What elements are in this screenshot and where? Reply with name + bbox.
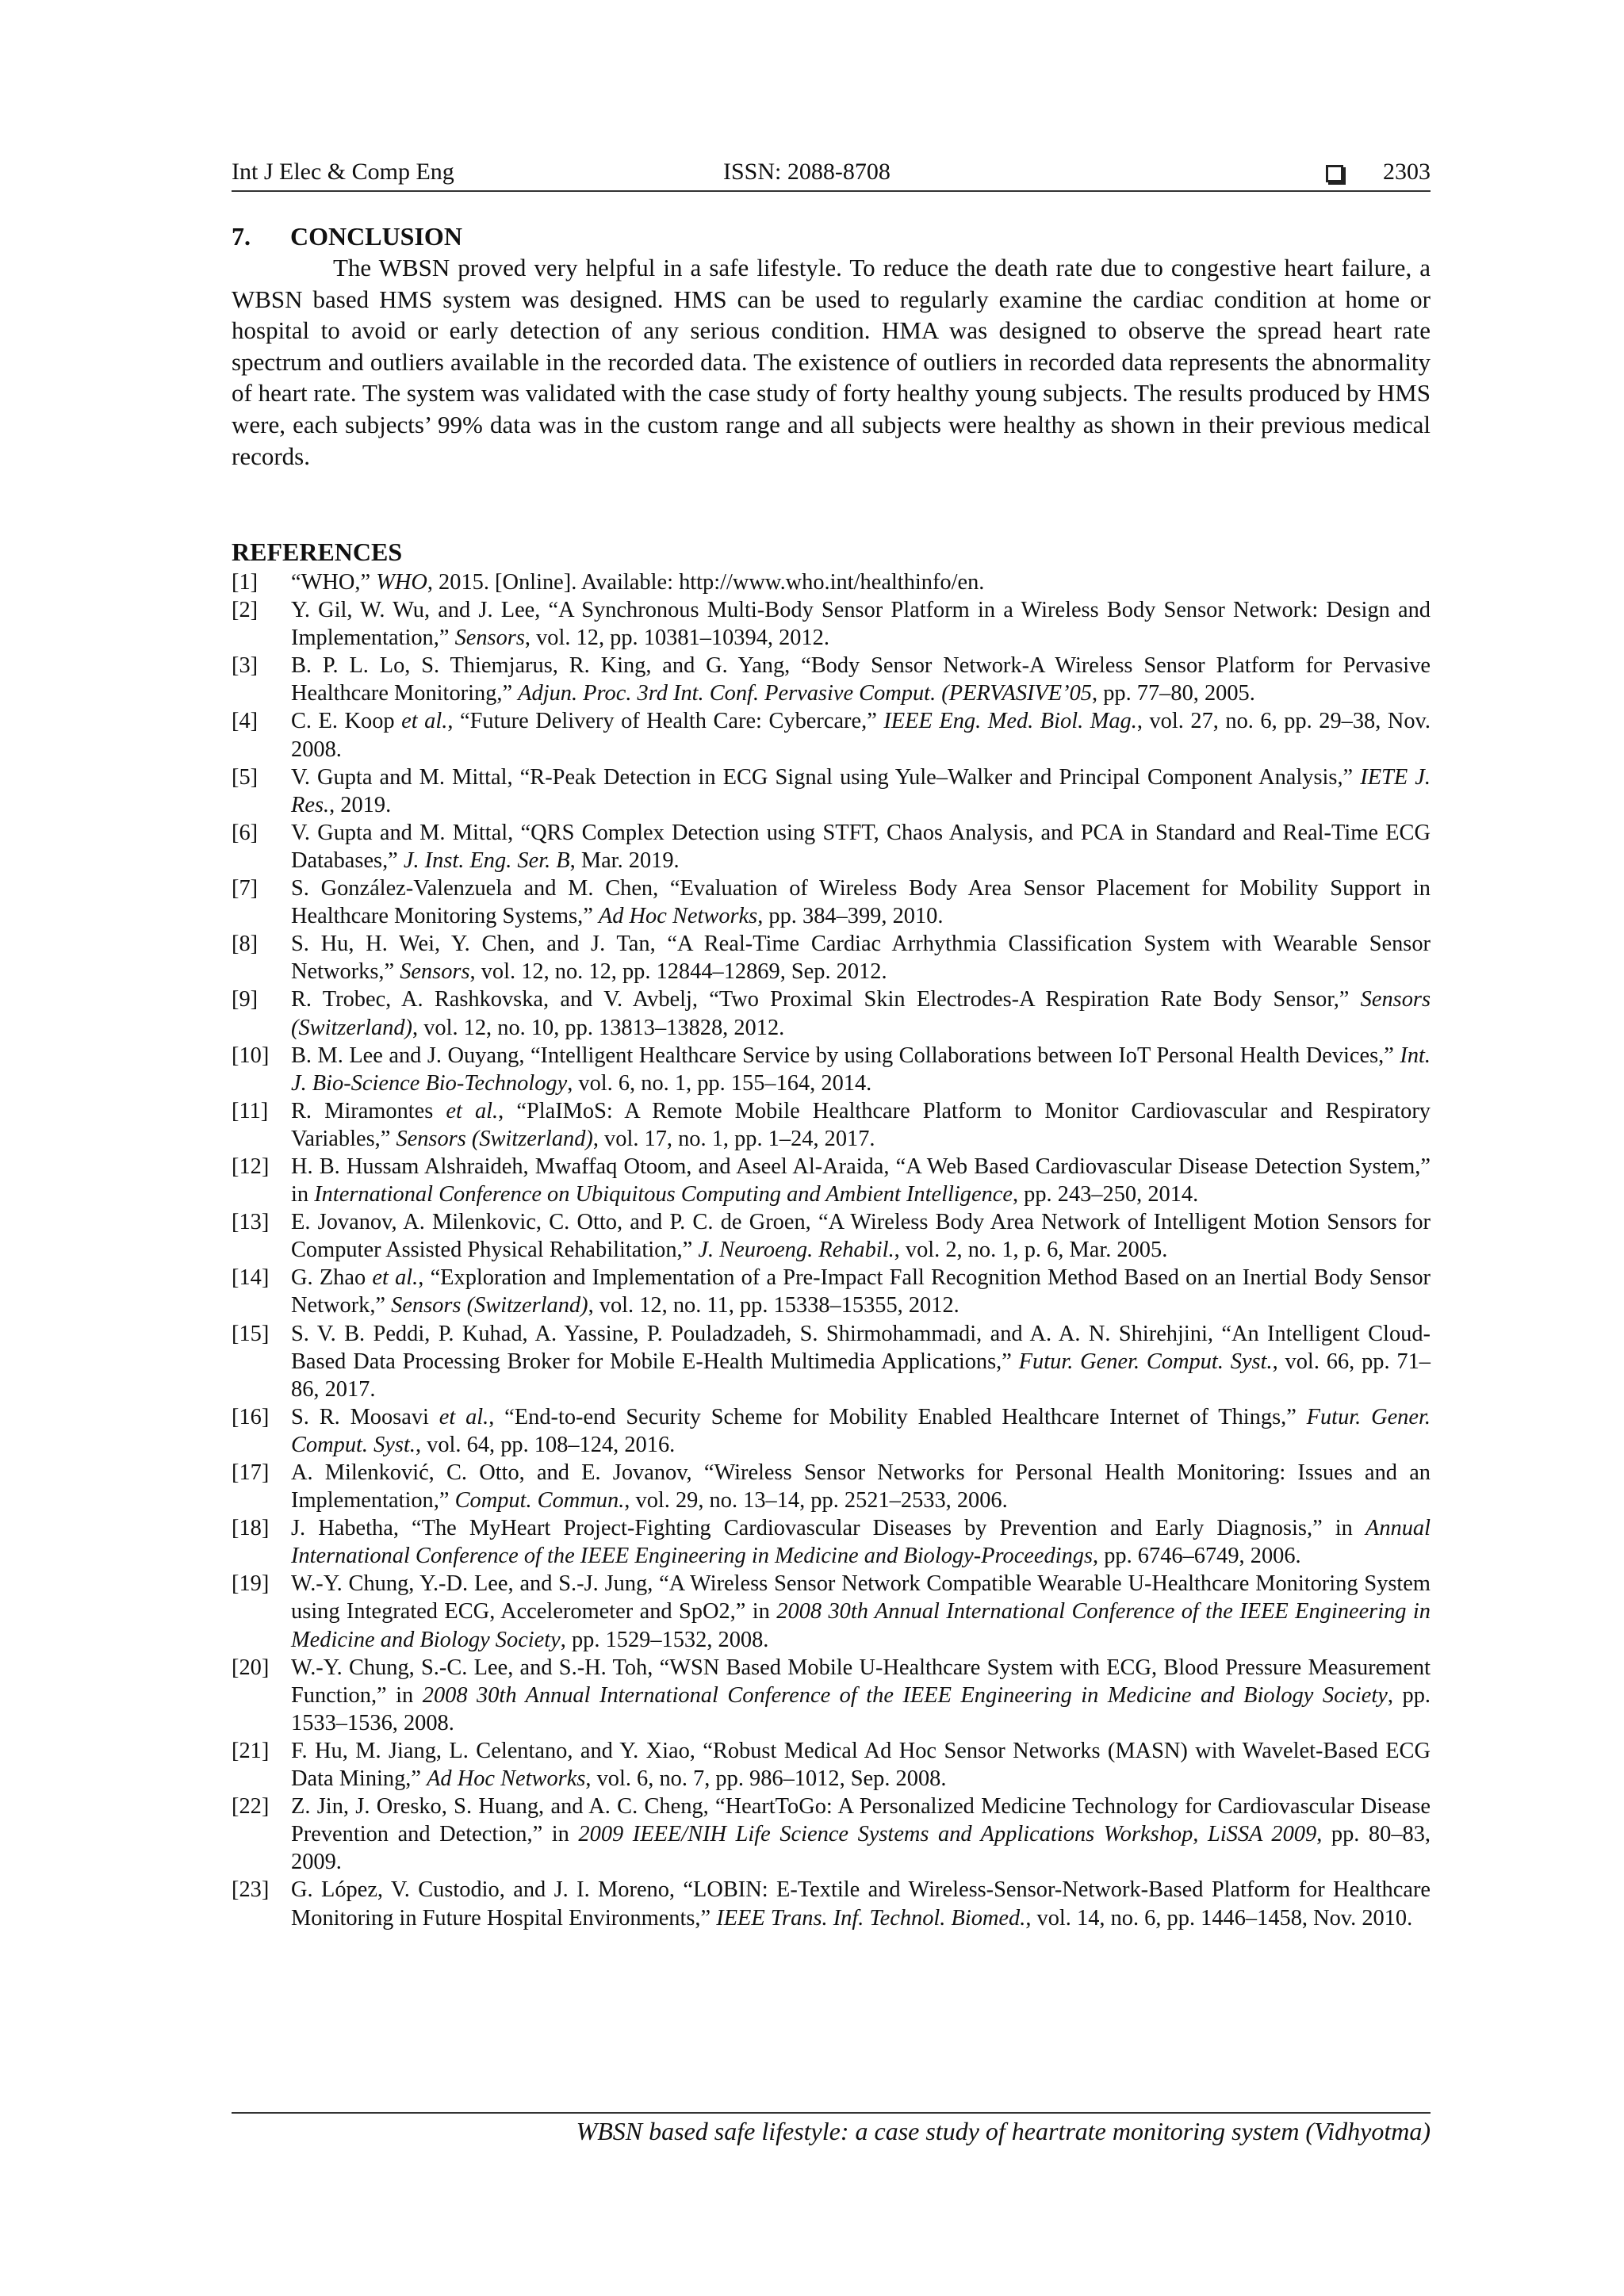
reference-item [232,930,1431,985]
reference-number: [16] [232,1404,270,1429]
reference-number: [15] [232,1321,270,1346]
reference-item [232,596,1431,652]
reference-number: [2] [232,598,259,623]
reference-number: [21] [232,1738,270,1763]
reference-segment: R. Miramontes [291,1098,446,1123]
reference-segment: , vol. 17, no. 1, pp. 1–24, 2017. [592,1126,875,1151]
reference-item [232,1208,1431,1264]
reference-segment: W.-Y. Chung, Y.-D. Lee, and S.-J. Jung, “A Wireless Sensor Network Compatible Wearable U-Healthcare Monitoring System using Integrated ECG, Accelerometer and SpO2,” in [291,1571,1431,1624]
reference-text [291,987,1431,1039]
reference-text [291,1405,1431,1457]
reference-segment: G. Zhao [291,1265,373,1291]
reference-item [232,1514,1431,1570]
reference-segment: E. Jovanov, A. Milenkovic, C. Otto, and P. C. de Groen, “A Wireless Body Area Network of Intelligent Motion Sensors for Computer Assisted Physical Rehabilitation,” [291,1210,1431,1263]
reference-number: [7] [232,876,259,901]
conclusion-paragraph: The WBSN proved very helpful in a safe lifestyle. To reduce the death rate due to congestive heart failure, a WBSN based HMS system was designed. HMS can be used to regularly examine the cardiac condition at home or hospital to avoid or early detection of any serious condition. HMA was designed to observe the spread heart rate spectrum and outliers available in the recorded data. The existence of outliers in recorded data represents the abnormality of heart rate. The system was validated with the case study of forty healthy young subjects. The results produced by HMS were, each subjects’ 99% data was in the custom range and all subjects were healthy as shown in their previous medical records. [232,254,1431,470]
reference-segment: “WHO,” [291,570,377,595]
reference-text [291,1043,1431,1096]
reference-segment: , pp. 1533–1536, 2008. [291,1682,1431,1735]
reference-segment: , pp. 77–80, 2005. [1092,681,1255,706]
reference-segment: B. M. Lee and J. Ouyang, “Intelligent Healthcare Service by using Collaborations between IoT Personal Health Devices,” [291,1043,1400,1068]
reference-segment: , vol. 12, no. 12, pp. 12844–12869, Sep. 2012. [469,959,887,985]
section-number: 7. [232,222,251,251]
reference-item [232,1793,1431,1876]
journal-name: Int J Elec & Comp Eng [232,159,454,185]
reference-item [232,1570,1431,1653]
reference-item [232,707,1431,763]
reference-segment: F. Hu, M. Jiang, L. Celentano, and Y. Xiao, “Robust Medical Ad Hoc Sensor Networks (MASN) with Wavelet-Based ECG Data Mining,” [291,1738,1431,1792]
reference-segment: , pp. 384–399, 2010. [757,904,944,929]
reference-italic-segment: et al. [372,1265,419,1291]
reference-italic-segment: et al. [401,709,448,734]
reference-italic-segment: International Conference on Ubiquitous Computing and Ambient Intelligence [314,1182,1013,1207]
conclusion-section [232,220,1431,472]
reference-segment: , 2019. [329,792,392,817]
reference-segment: , vol. 6, no. 7, pp. 986–1012, Sep. 2008. [585,1766,947,1792]
reference-segment: J. Habetha, “The MyHeart Project-Fighting Cardiovascular Diseases by Prevention and Early Diagnosis,” in [291,1516,1365,1541]
reference-number: [3] [232,653,259,679]
reference-item [232,985,1431,1041]
reference-italic-segment: 2008 30th Annual International Conference of the IEEE Engineering in Medicine and Biology Society [291,1599,1431,1652]
reference-segment: H. B. Hussam Alshraideh, Mwaffaq Otoom, and Aseel Al-Araida, “A Web Based Cardiovascular Disease Detection System,” in [291,1154,1431,1207]
reference-segment: S. R. Moosavi [291,1404,439,1429]
reference-text [291,1099,1431,1151]
reference-number: [22] [232,1794,270,1820]
reference-segment: , pp. 243–250, 2014. [1012,1182,1199,1207]
reference-text [291,765,1431,817]
reference-number: [12] [232,1154,270,1179]
reference-item [232,1403,1431,1459]
reference-item [232,1737,1431,1793]
reference-segment: A. Milenković, C. Otto, and E. Jovanov, “Wireless Sensor Networks for Personal Health Monitoring: Issues and an Implementation,” [291,1460,1431,1513]
reference-item [232,1042,1431,1097]
reference-segment: R. Trobec, A. Rashkovska, and V. Avbelj, “Two Proximal Skin Electrodes-A Respiration Rate Body Sensor,” [291,987,1361,1012]
reference-segment: V. Gupta and M. Mittal, “R-Peak Detection in ECG Signal using Yule–Walker and Principal Component Analysis,” [291,764,1361,790]
reference-segment: , 2015. [Online]. Available: http://www.who.int/healthinfo/en. [427,570,985,595]
reference-number: [8] [232,932,259,957]
reference-text [291,821,1431,873]
reference-segment: , vol. 12, no. 10, pp. 13813–13828, 2012. [412,1015,785,1040]
reference-segment: Z. Jin, J. Oresko, S. Huang, and A. C. Cheng, “HeartToGo: A Personalized Medicine Technology for Cardiovascular Disease Prevention and Detection,” in [291,1794,1431,1847]
reference-text [291,1265,1431,1318]
reference-item [232,1320,1431,1403]
references-heading: REFERENCES [232,538,403,566]
reference-number: [17] [232,1460,270,1485]
reference-segment: S. V. B. Peddi, P. Kuhad, A. Yassine, P. Pouladzadeh, S. Shirmohammadi, and A. A. N. Shirehjini, “An Intelligent Cloud-Based Data Processing Broker for Mobile E-Health Multimedia Applications,” [291,1321,1431,1374]
reference-segment: S. González-Valenzuela and M. Chen, “Evaluation of Wireless Body Area Sensor Placement for Mobility Support in Healthcare Monitoring Systems,” [291,876,1431,929]
reference-number: [13] [232,1210,270,1235]
reference-number: [5] [232,764,259,790]
reference-segment: , vol. 64, pp. 108–124, 2016. [415,1432,676,1457]
reference-segment: , Mar. 2019. [569,848,680,873]
references-section [232,536,1431,1932]
reference-text [291,1571,1431,1651]
reference-italic-segment: Ad Hoc Networks [427,1766,586,1792]
reference-item [232,1153,1431,1208]
reference-segment: V. Gupta and M. Mittal, “QRS Complex Detection using STFT, Chaos Analysis, and PCA in Standard and Real-Time ECG Databases,” [291,820,1431,873]
reference-italic-segment: Futur. Gener. Comput. Syst. [291,1404,1431,1457]
running-footer: WBSN based safe lifestyle: a case study of heartrate monitoring system (Vidhyotma) [576,2117,1431,2145]
reference-italic-segment: Comput. Commun. [454,1488,625,1513]
reference-item [232,652,1431,707]
reference-text [291,1154,1431,1207]
reference-number: [6] [232,820,259,845]
reference-item [232,1097,1431,1153]
reference-italic-segment: et al. [446,1098,499,1123]
reference-number: [18] [232,1516,270,1541]
reference-segment: B. P. L. Lo, S. Thiemjarus, R. King, and G. Yang, “Body Sensor Network-A Wireless Sensor Platform for Pervasive Healthcare Monitoring,” [291,653,1431,706]
reference-segment: , vol. 14, no. 6, pp. 1446–1458, Nov. 2010. [1025,1905,1413,1931]
reference-segment: , vol. 29, no. 13–14, pp. 2521–2533, 2006. [624,1488,1008,1513]
reference-segment: , “End-to-end Security Scheme for Mobility Enabled Healthcare Internet of Things,” [488,1404,1307,1429]
section-title: CONCLUSION [290,222,462,251]
reference-italic-segment: Sensors [454,626,525,651]
reference-text [291,1460,1431,1513]
reference-segment: W.-Y. Chung, S.-C. Lee, and S.-H. Toh, “WSN Based Mobile U-Healthcare System with ECG, Blood Pressure Measurement Function,” in [291,1655,1431,1708]
reference-number: [9] [232,987,259,1012]
reference-segment: , vol. 12, pp. 10381–10394, 2012. [524,626,829,651]
reference-text [291,932,1431,984]
reference-italic-segment: J. Inst. Eng. Ser. B [403,848,570,873]
reference-italic-segment: Ad Hoc Networks [598,904,758,929]
reference-number: [20] [232,1655,270,1680]
reference-italic-segment: IEEE Eng. Med. Biol. Mag. [883,709,1137,734]
reference-segment: , vol. 27, no. 6, pp. 29–38, Nov. 2008. [291,709,1431,762]
reference-text [291,1739,1431,1791]
reference-italic-segment: J. Neuroeng. Rehabil. [698,1238,894,1263]
reference-text [291,598,1431,650]
reference-number: [14] [232,1265,270,1291]
reference-italic-segment: 2008 30th Annual International Conference of the IEEE Engineering in Medicine and Biology Society [422,1682,1388,1708]
page-header [232,155,1431,192]
reference-item [232,1654,1431,1737]
reference-italic-segment: Int. J. Bio-Science Bio-Technology [291,1043,1431,1096]
reference-item [232,1264,1431,1319]
reference-italic-segment: Futur. Gener. Comput. Syst. [1018,1349,1273,1374]
reference-segment: , vol. 6, no. 1, pp. 155–164, 2014. [567,1070,872,1096]
reference-list [232,568,1431,1932]
reference-item [232,819,1431,874]
reference-segment: , vol. 66, pp. 71–86, 2017. [291,1349,1431,1402]
reference-text [291,1322,1431,1402]
reference-italic-segment: Annual International Conference of the IEEE Engineering in Medicine and Biology-Proceedings [291,1516,1431,1569]
reference-number: [19] [232,1571,270,1597]
reference-number: [11] [232,1098,269,1123]
reference-segment: , vol. 12, no. 11, pp. 15338–15355, 2012. [588,1293,959,1318]
reference-italic-segment: Sensors [400,959,470,985]
square-bullet-icon [1326,165,1343,182]
reference-segment: , “PlaIMoS: A Remote Mobile Healthcare Platform to Monitor Cardiovascular and Respiratory Variables,” [291,1098,1431,1151]
reference-text [291,570,984,595]
reference-text [291,1877,1431,1930]
reference-segment: Y. Gil, W. Wu, and J. Lee, “A Synchronous Multi-Body Sensor Platform in a Wireless Body Sensor Network: Design and Implementation,” [291,598,1431,651]
reference-segment: C. E. Koop [291,709,402,734]
reference-italic-segment: 2009 IEEE/NIH Life Science Systems and Applications Workshop, LiSSA 2009 [578,1822,1317,1847]
reference-item [232,1459,1431,1514]
reference-segment: , vol. 2, no. 1, p. 6, Mar. 2005. [894,1238,1168,1263]
reference-italic-segment: IETE J. Res. [291,764,1431,817]
reference-number: [4] [232,709,259,734]
reference-italic-segment: et al. [439,1404,489,1429]
reference-italic-segment: Sensors (Switzerland) [391,1293,588,1318]
reference-italic-segment: Sensors (Switzerland) [396,1126,593,1151]
reference-segment: , pp. 80–83, 2009. [291,1822,1431,1875]
reference-segment: S. Hu, H. Wei, Y. Chen, and J. Tan, “A Real-Time Cardiac Arrhythmia Classification System with Wearable Sensor Networks,” [291,932,1431,985]
reference-segment: , “Exploration and Implementation of a Pre-Impact Fall Recognition Method Based on an Inertial Body Sensor Network,” [291,1265,1431,1318]
reference-number: [1] [232,570,259,595]
reference-segment: , “Future Delivery of Health Care: Cybercare,” [447,709,884,734]
reference-number: [23] [232,1877,270,1903]
issn: ISSN: 2088-8708 [723,159,891,185]
reference-text [291,709,1431,761]
section-heading [232,220,1431,252]
reference-italic-segment: Sensors (Switzerland) [291,987,1431,1040]
reference-text [291,876,1431,928]
reference-item [232,874,1431,930]
reference-item [232,763,1431,819]
reference-segment: G. López, V. Custodio, and J. I. Moreno, “LOBIN: E-Textile and Wireless-Sensor-Network-Based Platform for Healthcare Monitoring in Future Hospital Environments,” [291,1877,1431,1931]
reference-text [291,1655,1431,1735]
reference-italic-segment: IEEE Trans. Inf. Technol. Biomed. [716,1905,1026,1931]
reference-text [291,1794,1431,1874]
reference-item [232,568,1431,596]
reference-segment: , pp. 6746–6749, 2006. [1093,1544,1301,1569]
footer-rule [232,2112,1431,2114]
reference-item [232,1876,1431,1931]
page-number: 2303 [1383,159,1431,185]
reference-text [291,1516,1431,1568]
reference-italic-segment: WHO [376,570,427,595]
reference-number: [10] [232,1043,270,1068]
reference-italic-segment: Adjun. Proc. 3rd Int. Conf. Pervasive Comput. (PERVASIVE’05 [518,681,1092,706]
reference-text [291,653,1431,706]
reference-text [291,1210,1431,1262]
reference-segment: , pp. 1529–1532, 2008. [560,1627,769,1652]
